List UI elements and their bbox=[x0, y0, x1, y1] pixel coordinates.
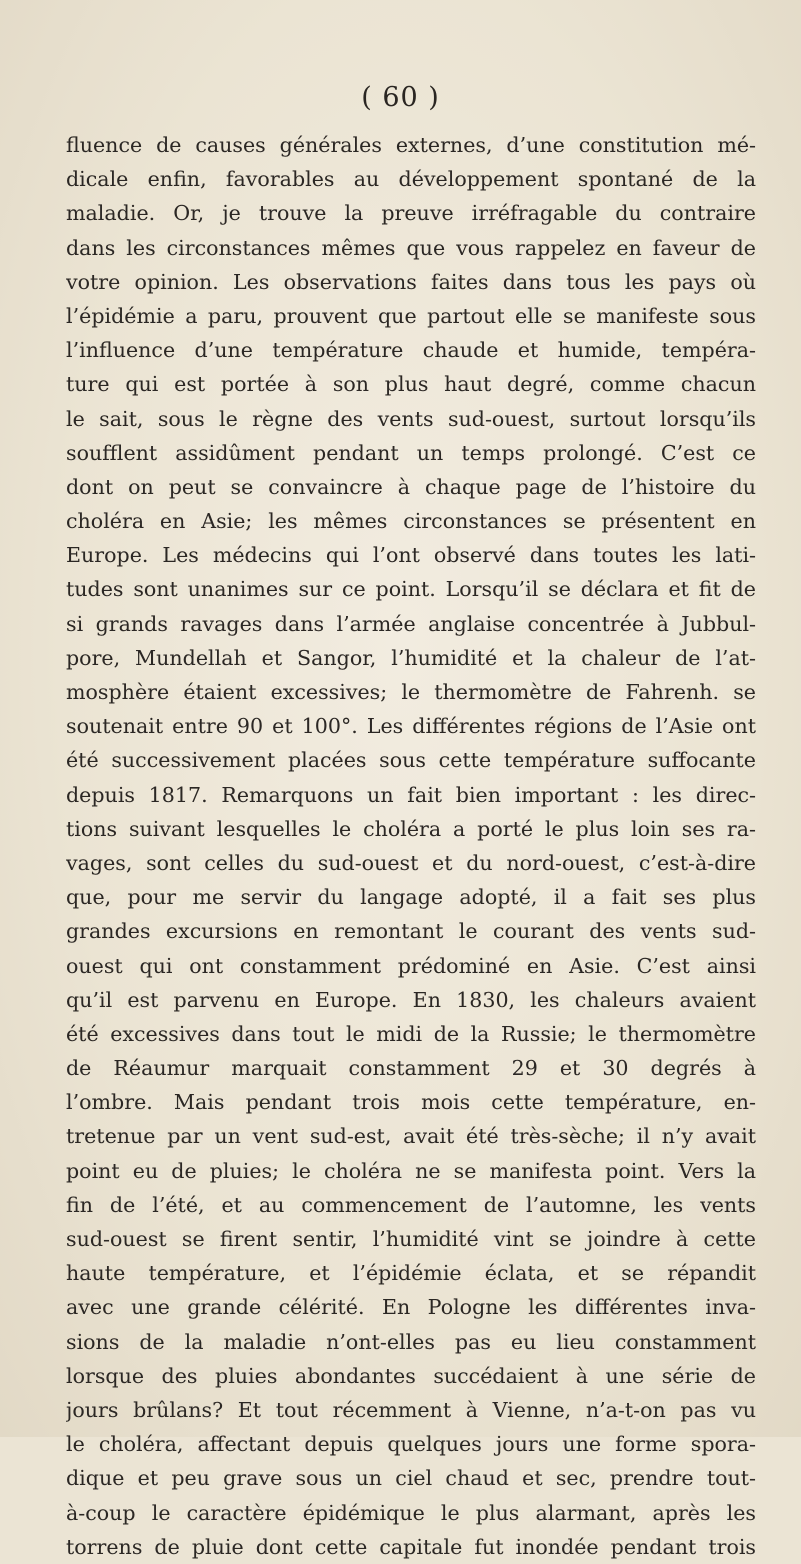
text-line: Europe. Les médecins qui l’ont observé dans toutes les lati- bbox=[66, 543, 756, 568]
text-line: été excessives dans tout le midi de la Russie; le thermomètre bbox=[66, 1021, 756, 1046]
body-text bbox=[66, 128, 756, 1564]
text-line: avec une grande célérité. En Pologne les différentes inva- bbox=[66, 1295, 756, 1320]
text-line: fin de l’été, et au commencement de l’automne, les vents bbox=[66, 1192, 756, 1217]
text-line: grandes excursions en remontant le courant des vents sud- bbox=[66, 919, 756, 944]
text-line: tretenue par un vent sud-est, avait été très-sèche; il n’y avait bbox=[66, 1124, 756, 1149]
text-line: maladie. Or, je trouve la preuve irréfragable du contraire bbox=[66, 201, 756, 226]
text-line: tudes sont unanimes sur ce point. Lorsqu’il se déclara et fit de bbox=[66, 577, 756, 602]
text-line: mosphère étaient excessives; le thermomètre de Fahrenh. se bbox=[66, 680, 756, 704]
text-line: été successivement placées sous cette température suffocante bbox=[66, 748, 756, 773]
text-line: soufflent assidûment pendant un temps prolongé. C’est ce bbox=[66, 440, 756, 465]
text-line: fluence de causes générales externes, d’une constitution mé- bbox=[66, 133, 756, 157]
text-line: sud-ouest se firent sentir, l’humidité vint se joindre à cette bbox=[66, 1227, 756, 1251]
text-line: lorsque des pluies abondantes succédaient à une série de bbox=[66, 1363, 756, 1388]
text-line: ture qui est portée à son plus haut degré, comme chacun bbox=[66, 372, 756, 397]
page-number: ( 60 ) bbox=[361, 82, 440, 113]
text-line: dans les circonstances mêmes que vous rappelez en faveur de bbox=[66, 235, 756, 260]
text-line: point eu de pluies; le choléra ne se manifesta point. Vers la bbox=[66, 1158, 756, 1183]
text-line: de Réaumur marquait constamment 29 et 30 degrés à bbox=[66, 1056, 756, 1081]
text-line: choléra en Asie; les mêmes circonstances se présentent en bbox=[66, 509, 756, 534]
text-line: tions suivant lesquelles le choléra a porté le plus loin ses ra- bbox=[66, 816, 756, 841]
text-line: soutenait entre 90 et 100°. Les différentes régions de l’Asie ont bbox=[66, 714, 756, 739]
text-line: sions de la maladie n’ont-elles pas eu lieu constamment bbox=[66, 1329, 756, 1354]
text-line: si grands ravages dans l’armée anglaise concentrée à Jubbul- bbox=[66, 611, 756, 636]
text-line: l’ombre. Mais pendant trois mois cette température, en- bbox=[66, 1090, 756, 1115]
text-line: le sait, sous le règne des vents sud-ouest, surtout lorsqu’ils bbox=[66, 406, 756, 431]
text-line: le choléra, affectant depuis quelques jours une forme spora- bbox=[66, 1432, 756, 1457]
text-line: l’influence d’une température chaude et humide, tempéra- bbox=[66, 338, 756, 363]
text-line: à-coup le caractère épidémique le plus alarmant, après les bbox=[66, 1500, 756, 1525]
text-line: jours brûlans? Et tout récemment à Vienne, n’a-t-on pas vu bbox=[66, 1397, 756, 1422]
text-line: pore, Mundellah et Sangor, l’humidité et la chaleur de l’at- bbox=[66, 645, 756, 670]
text-line: torrens de pluie dont cette capitale fut inondée pendant trois bbox=[66, 1534, 756, 1559]
text-line: dicale enfin, favorables au développement spontané de la bbox=[66, 167, 756, 192]
text-line: dont on peut se convaincre à chaque page de l’histoire du bbox=[66, 474, 756, 499]
text-line: que, pour me servir du langage adopté, il a fait ses plus bbox=[66, 885, 756, 910]
text-line: vages, sont celles du sud-ouest et du nord-ouest, c’est-à-dire bbox=[66, 850, 756, 875]
text-line: dique et peu grave sous un ciel chaud et sec, prendre tout- bbox=[66, 1466, 756, 1491]
text-line: haute température, et l’épidémie éclata, et se répandit bbox=[66, 1261, 756, 1286]
text-line: l’épidémie a paru, prouvent que partout elle se manifeste sous bbox=[66, 303, 756, 328]
text-line: votre opinion. Les observations faites dans tous les pays où bbox=[66, 269, 756, 294]
text-line: depuis 1817. Remarquons un fait bien important : les direc- bbox=[66, 782, 756, 807]
text-line: ouest qui ont constamment prédominé en Asie. C’est ainsi bbox=[66, 953, 756, 978]
text-line: qu’il est parvenu en Europe. En 1830, les chaleurs avaient bbox=[66, 987, 756, 1012]
